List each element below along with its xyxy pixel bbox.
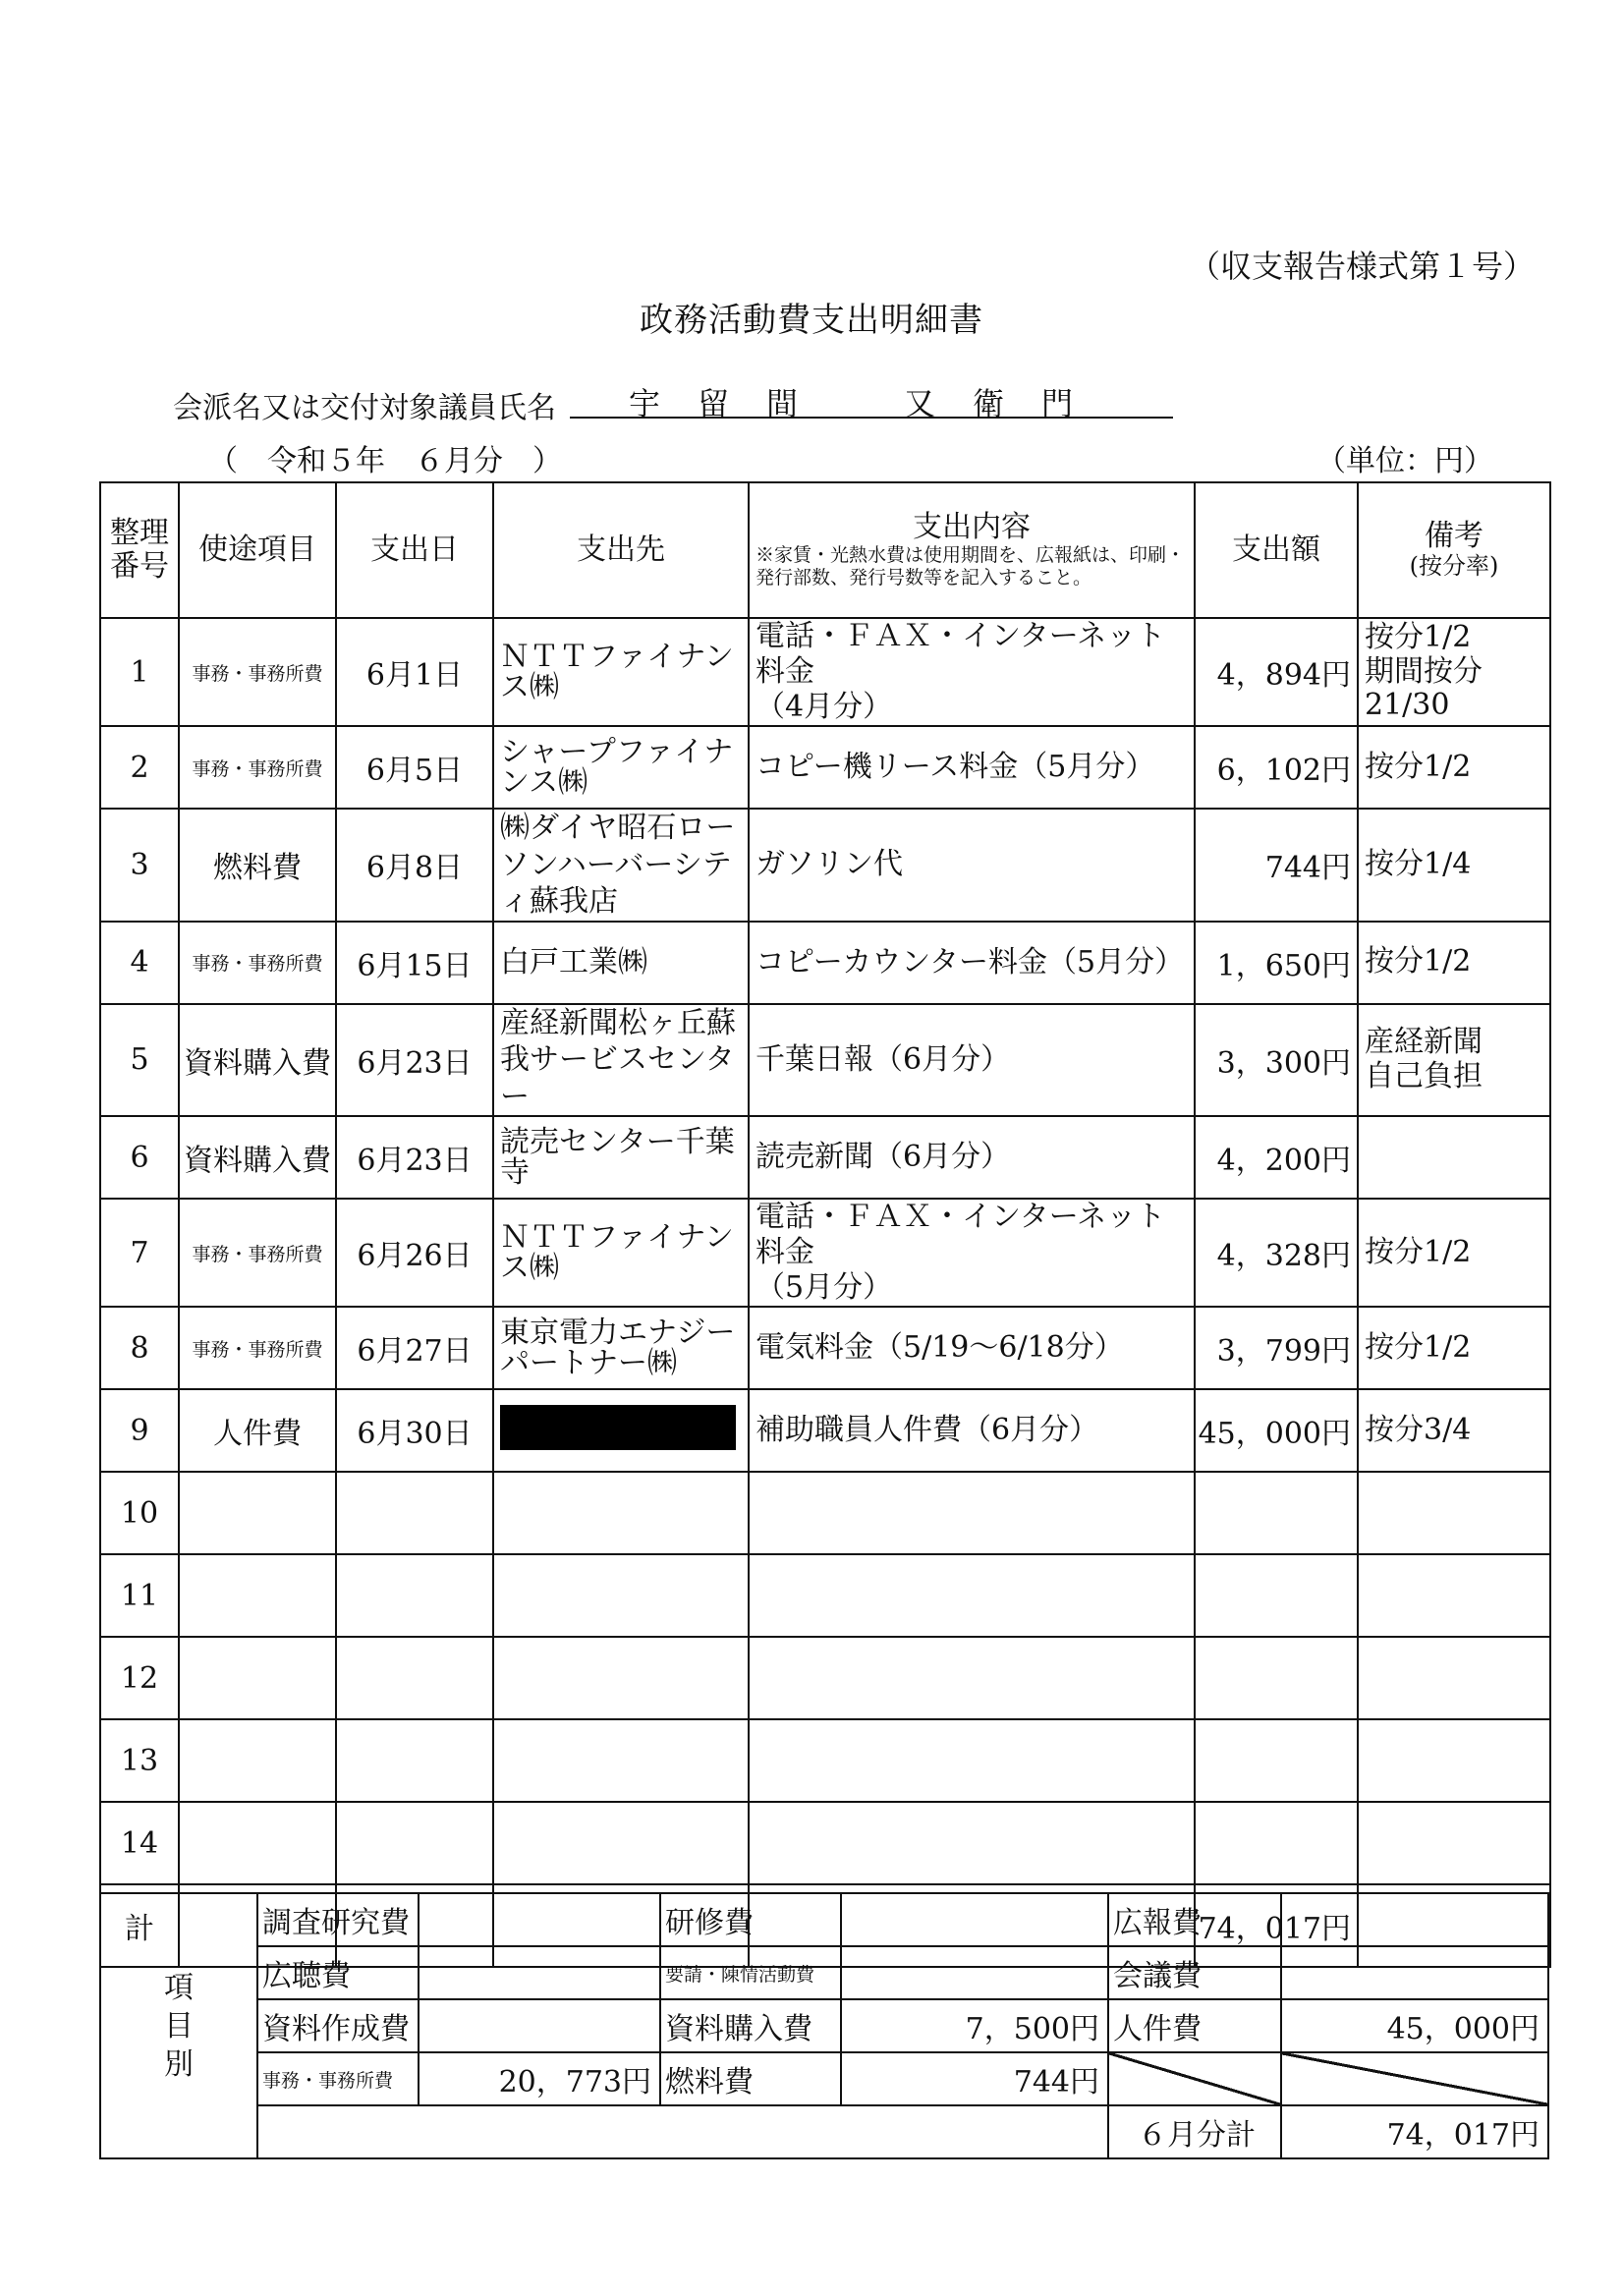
header-no: 整理 番号 — [100, 482, 179, 618]
row-payee-text: ＮＴＴファイナンス㈱ — [500, 1219, 734, 1285]
table-row — [100, 1802, 1550, 1884]
row-amount — [1195, 1802, 1358, 1884]
row-content — [749, 1472, 1195, 1554]
header-payee: 支出先 — [493, 482, 749, 618]
row-content-text: 電話・ＦＡＸ・インターネット料金 （5月分） — [756, 1200, 1166, 1305]
expenditure-table — [99, 481, 1551, 1968]
row-no-text: 12 — [120, 1660, 159, 1696]
row-no — [100, 922, 179, 1004]
row-content — [749, 809, 1195, 922]
row-notes-text: 按分1/4 — [1365, 847, 1472, 881]
row-amount — [1195, 1389, 1358, 1472]
summary-jimu-value: 20，773円 — [419, 2052, 660, 2105]
row-payee — [493, 1802, 749, 1884]
table-row — [100, 1389, 1550, 1472]
row-date — [336, 809, 493, 922]
row-payee-text: 産経新聞松ヶ丘蘇我サービスセンター — [500, 1005, 736, 1114]
row-category — [179, 1199, 336, 1307]
row-no-text: 14 — [120, 1825, 159, 1861]
summary-diagonal-cell — [1108, 2052, 1281, 2105]
header-notes — [1358, 482, 1550, 618]
table-row — [100, 922, 1550, 1004]
row-payee — [493, 1004, 749, 1117]
row-content — [749, 618, 1195, 726]
row-category — [179, 922, 336, 1004]
row-payee — [493, 618, 749, 726]
row-category — [179, 1307, 336, 1389]
row-no — [100, 1719, 179, 1802]
row-amount-text: 744円 — [1264, 851, 1351, 886]
row-content-text: 電話・ＦＡＸ・インターネット料金 （4月分） — [756, 619, 1166, 724]
row-notes — [1358, 726, 1550, 809]
row-content — [749, 1389, 1195, 1472]
row-no-text: 9 — [130, 1413, 149, 1448]
row-amount — [1195, 1719, 1358, 1802]
form-number: （収支報告様式第１号） — [1189, 248, 1536, 285]
row-content — [749, 1307, 1195, 1389]
summary-kaigi-value — [1281, 1946, 1548, 1999]
row-no-text: 10 — [120, 1495, 159, 1531]
row-amount — [1195, 1472, 1358, 1554]
row-content-text: 千葉日報（6月分） — [756, 1041, 1011, 1077]
summary-shiryo-sakusei-label: 資料作成費 — [257, 1999, 419, 2052]
row-no-text: 4 — [130, 945, 149, 980]
summary-yousei-value — [841, 1946, 1108, 1999]
row-content — [749, 1554, 1195, 1637]
row-no — [100, 1637, 179, 1719]
row-no — [100, 1116, 179, 1199]
row-date-text: 6月8日 — [365, 851, 464, 886]
row-date-text: 6月1日 — [365, 658, 464, 693]
row-content-text: コピー機リース料金（5月分） — [756, 750, 1155, 784]
table-row — [100, 1719, 1550, 1802]
row-date-text: 6月27日 — [357, 1334, 473, 1369]
row-category — [179, 1637, 336, 1719]
row-no-text: 3 — [130, 847, 149, 882]
row-content — [749, 1116, 1195, 1199]
row-notes — [1358, 1004, 1550, 1117]
row-amount — [1195, 1554, 1358, 1637]
table-row — [100, 618, 1550, 726]
row-amount-text: 4，894円 — [1216, 658, 1351, 693]
row-content-text: コピーカウンター料金（5月分） — [756, 944, 1185, 980]
summary-month-total-label: ６月分計 — [1108, 2105, 1281, 2158]
row-no — [100, 1802, 179, 1884]
row-category — [179, 1389, 336, 1472]
row-date — [336, 1004, 493, 1117]
summary-blank-cell — [257, 2105, 1108, 2158]
row-content-text: 読売新聞（6月分） — [756, 1140, 1011, 1174]
row-notes-text: 按分3/4 — [1365, 1412, 1472, 1447]
row-payee — [493, 1199, 749, 1307]
row-date-text: 6月30日 — [357, 1417, 473, 1451]
row-content — [749, 1004, 1195, 1117]
row-no — [100, 726, 179, 809]
row-amount-text: 1，650円 — [1216, 948, 1351, 983]
row-category — [179, 1719, 336, 1802]
row-no-text: 13 — [120, 1743, 159, 1778]
row-date — [336, 1719, 493, 1802]
summary-kouhou-label: 広報費 — [1108, 1893, 1281, 1946]
summary-nenryo-label: 燃料費 — [660, 2052, 841, 2105]
summary-shiryo-konyu-value: 7，500円 — [841, 1999, 1108, 2052]
summary-kenshu-label: 研修費 — [660, 1893, 841, 1946]
row-content — [749, 1199, 1195, 1307]
table-header-row — [100, 482, 1550, 618]
row-date — [336, 1116, 493, 1199]
unit-label: （単位：円） — [1316, 444, 1493, 478]
row-payee-text: 読売センター千葉寺 — [500, 1124, 735, 1190]
row-date — [336, 1637, 493, 1719]
row-notes — [1358, 1554, 1550, 1637]
row-date-text: 6月5日 — [365, 754, 464, 788]
row-category — [179, 618, 336, 726]
row-payee — [493, 1554, 749, 1637]
row-category — [179, 1004, 336, 1117]
document-title: 政務活動費支出明細書 — [640, 301, 983, 340]
row-no — [100, 1389, 179, 1472]
redaction-block — [500, 1405, 736, 1450]
row-payee — [493, 809, 749, 922]
row-date-text: 6月23日 — [357, 1045, 473, 1081]
row-no-text: 6 — [130, 1140, 149, 1175]
row-notes — [1358, 1389, 1550, 1472]
table-row — [100, 1472, 1550, 1554]
row-amount — [1195, 726, 1358, 809]
row-amount-text: 3，799円 — [1216, 1334, 1351, 1369]
row-notes-text: 按分1/2 — [1365, 1234, 1472, 1269]
row-payee — [493, 726, 749, 809]
row-date — [336, 922, 493, 1004]
row-notes — [1358, 1116, 1550, 1199]
row-no-text: 2 — [130, 750, 149, 785]
row-amount — [1195, 618, 1358, 726]
summary-kouchou-value — [419, 1946, 660, 1999]
row-notes-text: 按分1/2 — [1365, 749, 1472, 784]
row-category-text: 事務・事務所費 — [192, 757, 323, 780]
row-amount — [1195, 1116, 1358, 1199]
row-notes — [1358, 1199, 1550, 1307]
summary-shiryo-sakusei-value — [419, 1999, 660, 2052]
row-category-text: 人件費 — [213, 1417, 302, 1451]
summary-jinken-value: 45，000円 — [1281, 1999, 1548, 2052]
row-amount-text: 6，102円 — [1216, 754, 1351, 788]
row-content — [749, 1637, 1195, 1719]
row-category-text: 事務・事務所費 — [192, 953, 323, 975]
row-no — [100, 1472, 179, 1554]
summary-nenryo-value: 744円 — [841, 2052, 1108, 2105]
row-amount — [1195, 809, 1358, 922]
summary-section-label: 項 目 別 — [100, 1893, 257, 2158]
header-content — [749, 482, 1195, 618]
row-date — [336, 1802, 493, 1884]
row-payee — [493, 1116, 749, 1199]
row-amount — [1195, 1199, 1358, 1307]
row-category-text: 事務・事務所費 — [192, 662, 323, 685]
summary-chousa-value — [419, 1893, 660, 1946]
summary-jinken-label: 人件費 — [1108, 1999, 1281, 2052]
summary-kenshu-value — [841, 1893, 1108, 1946]
row-category — [179, 1472, 336, 1554]
header-content-note: ※家賃・光熱水費は使用期間を、広報紙は、印刷・発行部数、発行号数等を記入すること。 — [756, 544, 1186, 589]
row-category — [179, 809, 336, 922]
row-amount-text: 3，300円 — [1216, 1045, 1351, 1081]
row-payee — [493, 1472, 749, 1554]
row-notes — [1358, 1307, 1550, 1389]
table-row — [100, 1554, 1550, 1637]
row-date — [336, 1307, 493, 1389]
row-date-text: 6月26日 — [357, 1239, 473, 1273]
row-notes — [1358, 809, 1550, 922]
row-content — [749, 1802, 1195, 1884]
summary-chousa-label: 調査研究費 — [257, 1893, 419, 1946]
row-category — [179, 1802, 336, 1884]
row-amount — [1195, 1637, 1358, 1719]
summary-diagonal-cell — [1281, 2052, 1548, 2105]
row-no-text: 5 — [130, 1042, 149, 1078]
row-no-text: 11 — [120, 1578, 159, 1613]
row-content — [749, 1719, 1195, 1802]
row-amount — [1195, 1307, 1358, 1389]
row-date — [336, 1389, 493, 1472]
header-category: 使途項目 — [179, 482, 336, 618]
summary-kouhou-value — [1281, 1893, 1548, 1946]
summary-shiryo-konyu-label: 資料購入費 — [660, 1999, 841, 2052]
row-notes-text: 産経新聞 自己負担 — [1365, 1025, 1483, 1093]
row-category-text: 事務・事務所費 — [192, 1243, 323, 1265]
total-amount: 74，017円 — [1195, 1884, 1358, 1967]
row-no-text: 1 — [130, 654, 149, 690]
row-payee-text: ＮＴＴファイナンス㈱ — [500, 639, 734, 704]
row-no — [100, 809, 179, 922]
row-date — [336, 1199, 493, 1307]
row-payee-text: ㈱ダイヤ昭石ローソンハーバーシティ蘇我店 — [500, 811, 736, 919]
summary-month-total-value: 74，017円 — [1281, 2105, 1548, 2158]
row-payee — [493, 1389, 749, 1472]
summary-jimu-label: 事務・事務所費 — [257, 2052, 419, 2105]
row-payee — [493, 1719, 749, 1802]
row-category — [179, 1554, 336, 1637]
table-row — [100, 726, 1550, 809]
row-no-text: 7 — [130, 1235, 149, 1270]
row-amount-text: 4，328円 — [1216, 1239, 1351, 1273]
row-amount — [1195, 922, 1358, 1004]
table-row — [100, 1116, 1550, 1199]
row-content — [749, 922, 1195, 1004]
row-content-text: ガソリン代 — [756, 847, 903, 882]
row-notes — [1358, 1472, 1550, 1554]
member-label: 会派名又は交付対象議員氏名 — [173, 391, 556, 425]
row-date-text: 6月15日 — [357, 948, 473, 983]
row-notes-text: 按分1/2 期間按分21/30 — [1365, 620, 1483, 723]
header-notes-sub: (按分率) — [1409, 552, 1499, 581]
row-payee-text: 白戸工業㈱ — [500, 944, 647, 980]
row-no — [100, 1004, 179, 1117]
row-no — [100, 1554, 179, 1637]
member-name: 宇留間 又衛門 — [570, 379, 1173, 419]
row-notes — [1358, 1802, 1550, 1884]
category-summary-table — [99, 1892, 1549, 2159]
table-row — [100, 1199, 1550, 1307]
row-amount-text: 4，200円 — [1216, 1144, 1351, 1178]
table-row — [100, 1004, 1550, 1117]
row-amount-text: 45，000円 — [1198, 1417, 1351, 1451]
row-payee-text: シャープファイナンス㈱ — [500, 734, 734, 800]
row-payee — [493, 922, 749, 1004]
summary-kaigi-label: 会議費 — [1108, 1946, 1281, 1999]
summary-yousei-label: 要請・陳情活動費 — [660, 1946, 841, 1999]
row-date — [336, 726, 493, 809]
row-no — [100, 618, 179, 726]
summary-kouchou-label: 広聴費 — [257, 1946, 419, 1999]
row-date — [336, 1472, 493, 1554]
row-category — [179, 1116, 336, 1199]
row-content-text: 補助職員人件費（6月分） — [756, 1413, 1099, 1447]
table-row — [100, 1637, 1550, 1719]
row-category — [179, 726, 336, 809]
row-category-text: 資料購入費 — [184, 1045, 331, 1081]
row-payee — [493, 1307, 749, 1389]
row-notes — [1358, 1719, 1550, 1802]
row-content — [749, 726, 1195, 809]
header-amount: 支出額 — [1195, 482, 1358, 618]
row-notes-text: 按分1/2 — [1365, 944, 1472, 980]
row-notes — [1358, 618, 1550, 726]
row-date — [336, 618, 493, 726]
table-row — [100, 809, 1550, 922]
row-no-text: 8 — [130, 1330, 149, 1366]
row-date — [336, 1554, 493, 1637]
header-notes-title: 備考 — [1425, 518, 1483, 553]
header-date: 支出日 — [336, 482, 493, 618]
row-amount — [1195, 1004, 1358, 1117]
row-notes — [1358, 1637, 1550, 1719]
header-content-title: 支出内容 — [913, 509, 1031, 544]
total-label: 計 — [100, 1884, 179, 1967]
table-row — [100, 1307, 1550, 1389]
row-no — [100, 1199, 179, 1307]
row-notes-text: 按分1/2 — [1365, 1329, 1472, 1365]
row-category-text: 事務・事務所費 — [192, 1338, 323, 1361]
reporting-period: （ 令和５年 ６月分 ） — [208, 444, 562, 478]
row-content-text: 電気料金（5/19～6/18分） — [756, 1330, 1124, 1365]
row-date-text: 6月23日 — [357, 1144, 473, 1178]
row-notes — [1358, 922, 1550, 1004]
row-payee-text: 東京電力エナジーパートナー㈱ — [500, 1315, 736, 1380]
row-no — [100, 1307, 179, 1389]
row-payee — [493, 1637, 749, 1719]
row-category-text: 資料購入費 — [184, 1144, 331, 1178]
row-category-text: 燃料費 — [213, 851, 302, 886]
